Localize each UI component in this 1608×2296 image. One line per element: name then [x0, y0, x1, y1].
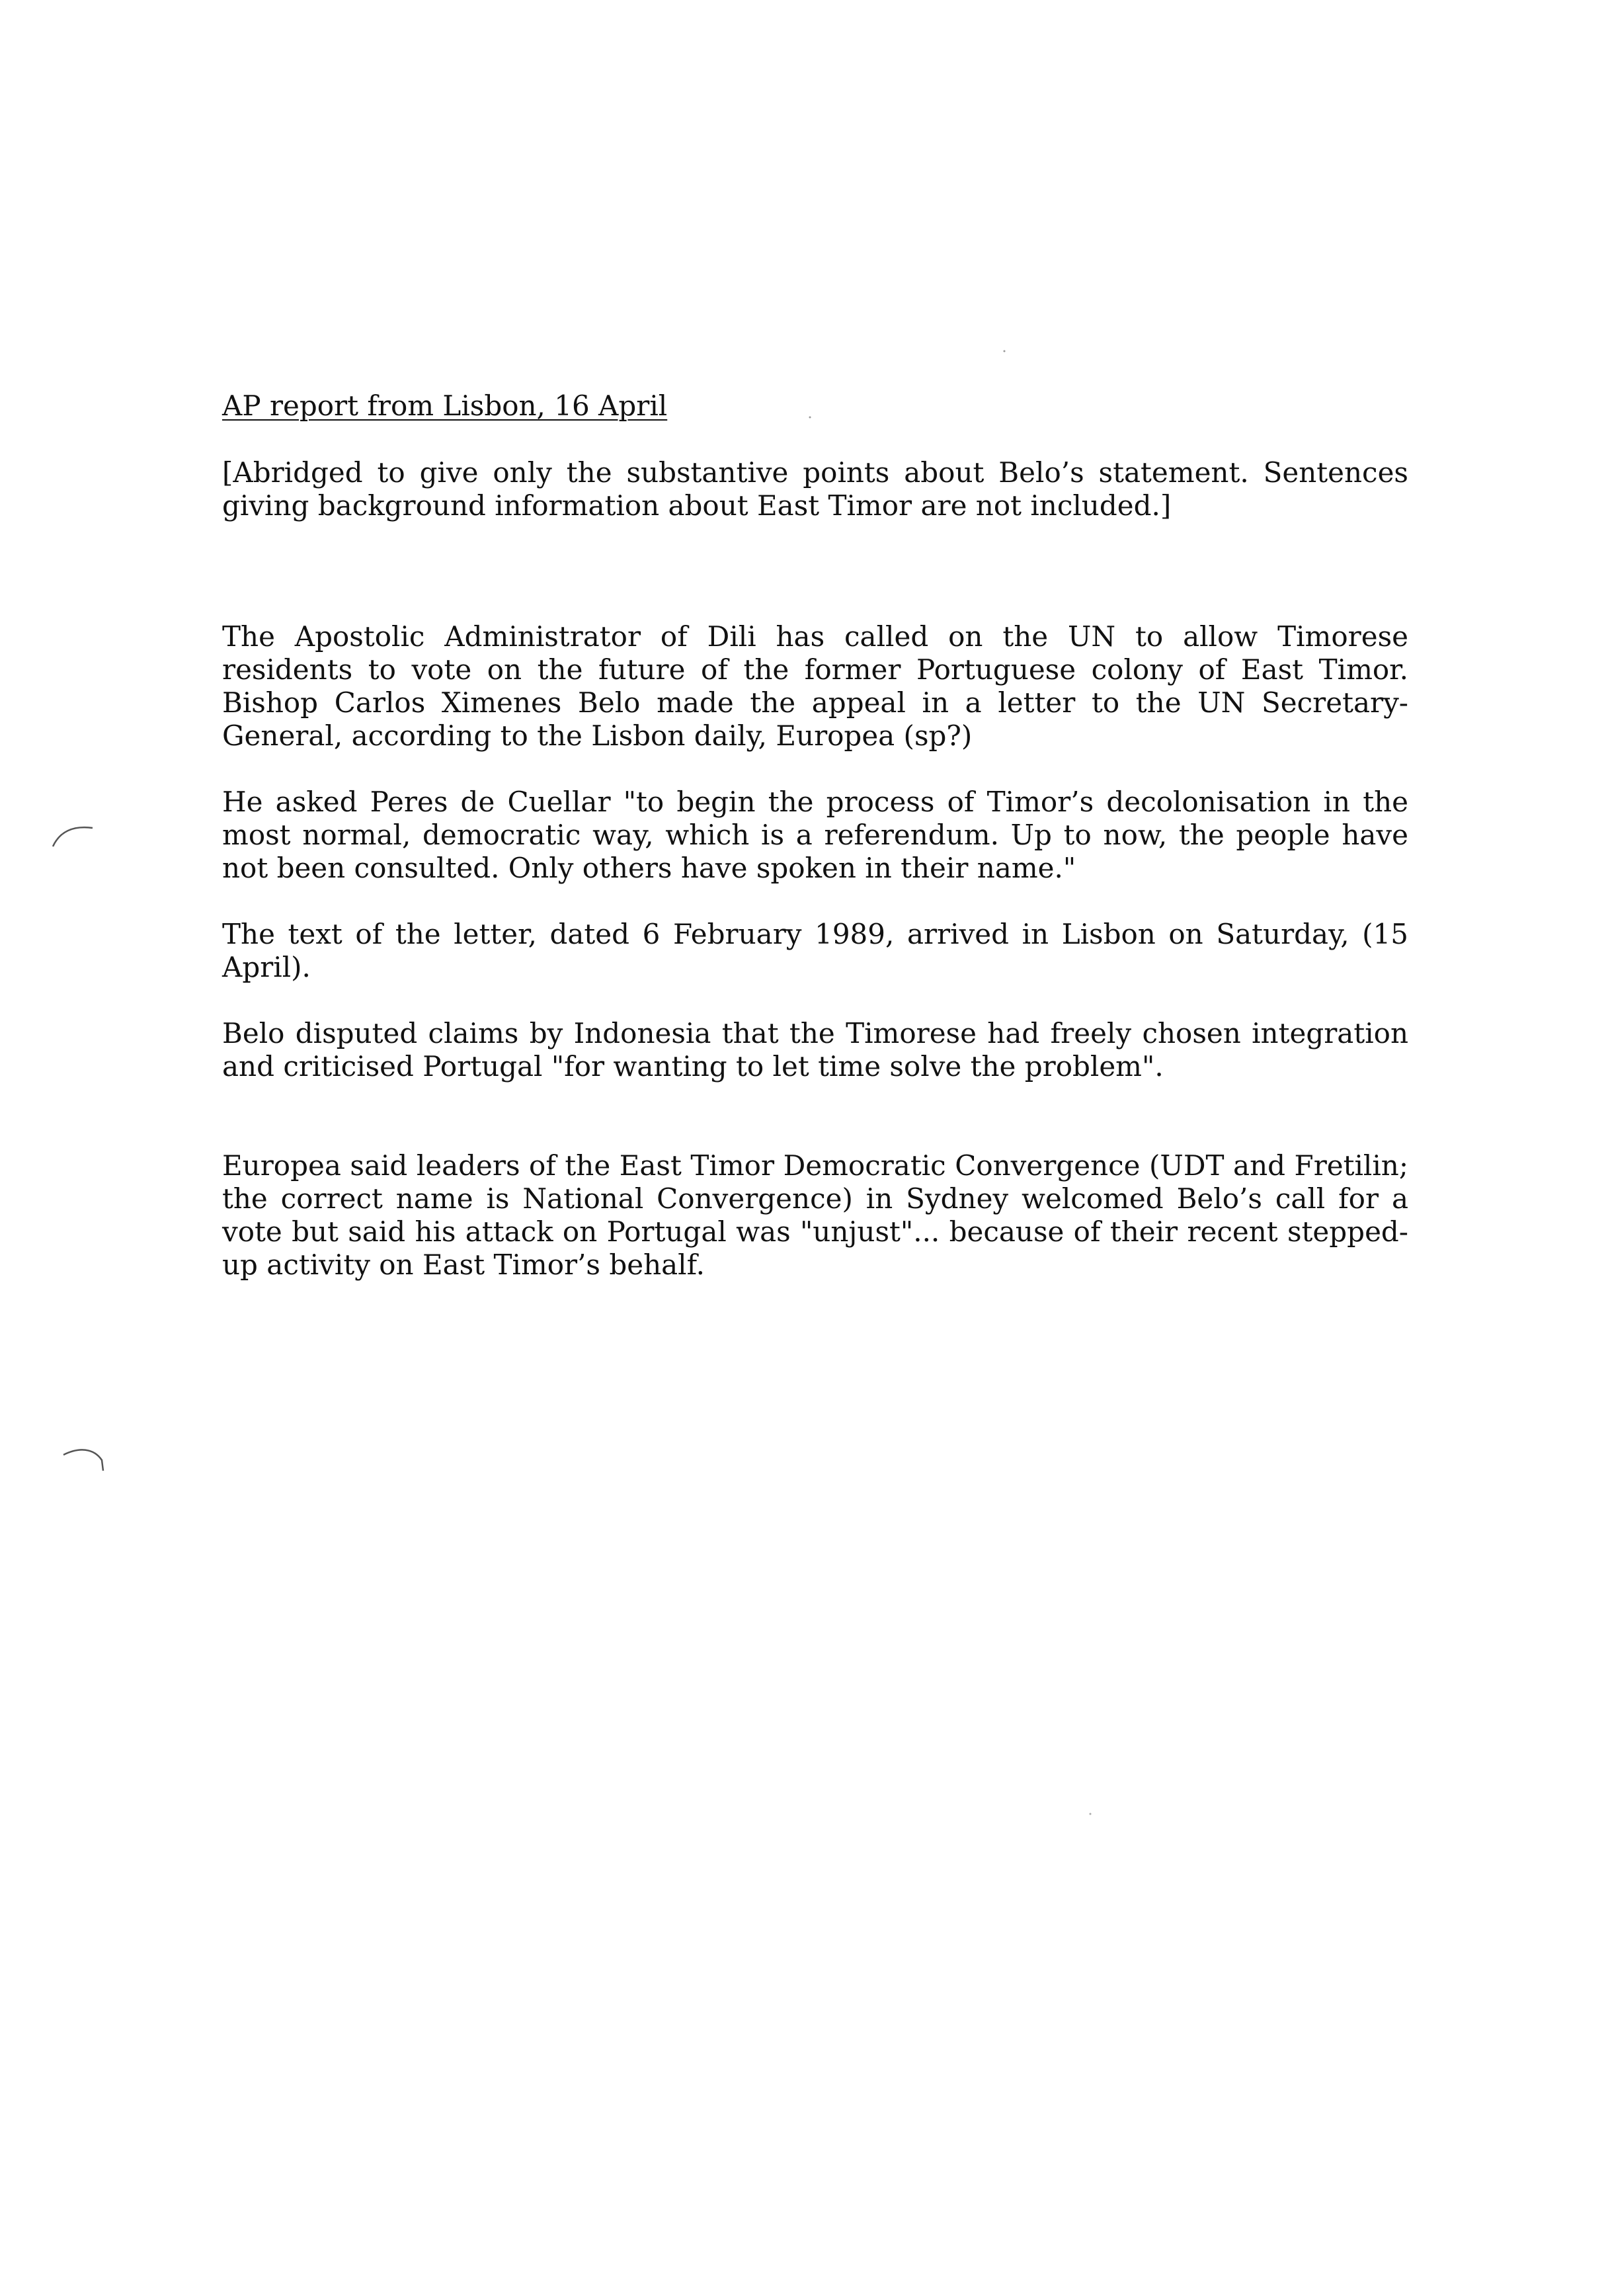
document-heading: AP report from Lisbon, 16 April [222, 390, 668, 422]
editor-note: [Abridged to give only the substantive points about Belo’s statement. Sentences giving background information about East Timor are not included.] [222, 456, 1408, 522]
paragraph-4: Belo disputed claims by Indonesia that the Timorese had freely chosen integration and criticised Portugal "for wanting to let time solve the problem". [222, 1017, 1408, 1083]
scan-dot-heading [808, 415, 812, 419]
paragraph-3: The text of the letter, dated 6 February 1989, arrived in Lisbon on Saturday, (15 April). [222, 918, 1408, 983]
paragraph-1: The Apostolic Administrator of Dili has called on the UN to allow Timorese residents to vote on the future of the former Portuguese colony of East Timor. Bishop Carlos Ximenes Belo made the appeal in a letter to the UN Secretary-General, according to the Lisbon daily, Europea (sp?) [222, 620, 1408, 752]
scan-dot-top [1002, 349, 1006, 353]
paragraph-2: He asked Peres de Cuellar "to begin the process of Timor’s decolonisation in the most normal, democratic way, which is a referendum. Up to now, the people have not been consulted. Only others have spoken in their name." [222, 786, 1408, 884]
scan-dot-bottom [1088, 1812, 1092, 1816]
scan-mark-left-upper [50, 817, 97, 850]
scan-mark-left-lower [60, 1442, 112, 1481]
paragraph-5: Europea said leaders of the East Timor Democratic Convergence (UDT and Fretilin; the correct name is National Convergence) in Sydney welcomed Belo’s call for a vote but said his attack on Portugal was "unjust"... because of their recent stepped-up activity on East Timor’s behalf. [222, 1149, 1408, 1281]
